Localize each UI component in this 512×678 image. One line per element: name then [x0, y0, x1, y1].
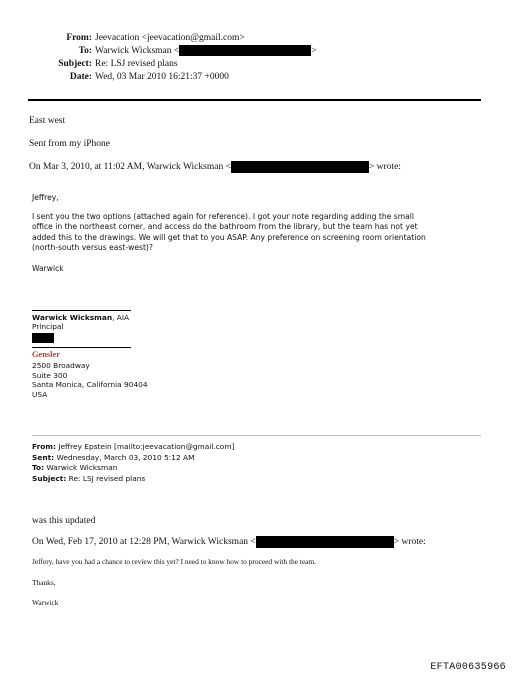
quoted-paragraph-line: added this to the drawings. We will get that to you ASAP. Any preference on screening room orientation — [32, 232, 426, 242]
header-date-label: Date: — [69, 72, 92, 82]
forwarded-sent-row — [32, 453, 234, 464]
header-to-suffix: > — [311, 46, 317, 56]
header-subject-label: Subject: — [58, 59, 92, 69]
forwarded-header — [32, 442, 234, 484]
signature-rule-bottom — [32, 347, 131, 348]
forwarded-subject-label: Subject: — [32, 473, 67, 483]
earlier-line-1: was this updated — [32, 516, 96, 526]
forwarded-to-label: To: — [32, 463, 45, 473]
forwarded-subject-value: Re: LSJ revised plans — [68, 473, 146, 483]
redaction-bar — [256, 536, 394, 548]
signature-title: Principal — [32, 322, 64, 331]
signature-company: Gensler — [32, 350, 60, 359]
quote-intro-2-suffix: > wrote: — [393, 537, 426, 548]
document-id: EFTA00635966 — [430, 662, 506, 673]
quoted-signoff: Warwick — [32, 264, 64, 273]
redaction-bar — [231, 161, 369, 173]
quoted-paragraph-line: (north-south versus east-west)? — [32, 243, 153, 253]
reply-line-1: East west — [29, 116, 66, 126]
quoted-paragraph-line: office in the northeast corner, and access do the bathroom from the library, but the team has not yet — [32, 222, 418, 232]
header-from-label: From: — [66, 33, 92, 43]
signature-address-line: USA — [32, 389, 48, 399]
header-date-value: Wed, 03 Mar 2010 16:21:37 +0000 — [95, 72, 229, 82]
header-subject-value: Re: LSJ revised plans — [95, 59, 178, 69]
quote-intro-1-prefix: On Mar 3, 2010, at 11:02 AM, Warwick Wicksman < — [29, 162, 231, 173]
header-to-value — [95, 45, 317, 57]
quoted-paragraph — [32, 212, 426, 254]
forwarded-sent-value: Wednesday, March 03, 2010 5:12 AM — [56, 452, 195, 462]
signature-address — [32, 361, 148, 399]
earlier-body: Jeffery, have you had a chance to review this yet? I need to know how to proceed with the team. — [32, 557, 317, 566]
forwarded-from-row — [32, 442, 234, 453]
header-divider — [28, 99, 481, 101]
earlier-thanks: Thanks, — [32, 578, 56, 587]
signature-address-line: Suite 300 — [32, 370, 68, 380]
header-from-value: Jeevacation <jeevacation@gmail.com> — [95, 33, 245, 43]
forwarded-sent-label: Sent: — [32, 452, 55, 462]
earlier-name: Warwick — [32, 598, 59, 607]
quote-intro-2-prefix: On Wed, Feb 17, 2010 at 12:28 PM, Warwick Wicksman < — [32, 537, 256, 548]
forwarded-subject-row — [32, 474, 234, 485]
quoted-greeting: Jeffrey, — [32, 193, 59, 202]
signature-address-line: 2500 Broadway — [32, 361, 90, 370]
quote-intro-1-suffix: > wrote: — [368, 162, 401, 173]
quoted-paragraph-line: I sent you the two options (attached again for reference). I got your note regarding adding the small — [32, 212, 414, 221]
signature-name: Warwick Wicksman — [32, 313, 113, 322]
signature-credential: , AIA — [112, 313, 130, 322]
forwarded-divider — [32, 435, 481, 436]
header-to-prefix: Warwick Wicksman < — [95, 46, 180, 56]
quote-intro-1 — [29, 161, 401, 173]
redaction-bar — [179, 45, 311, 56]
signature-rule-top — [32, 310, 131, 311]
forwarded-to-value: Warwick Wicksman — [46, 463, 118, 473]
forwarded-from-value: Jeffrey Epstein [mailto:jeevacation@gmail.com] — [58, 442, 235, 451]
quote-intro-2 — [32, 536, 426, 548]
redaction-bar — [32, 333, 54, 343]
forwarded-from-label: From: — [32, 442, 56, 451]
header-to-label: To: — [78, 46, 92, 56]
forwarded-to-row — [32, 463, 234, 474]
reply-line-2: Sent from my iPhone — [29, 139, 111, 149]
signature-address-line: Santa Monica, California 90404 — [32, 380, 148, 390]
